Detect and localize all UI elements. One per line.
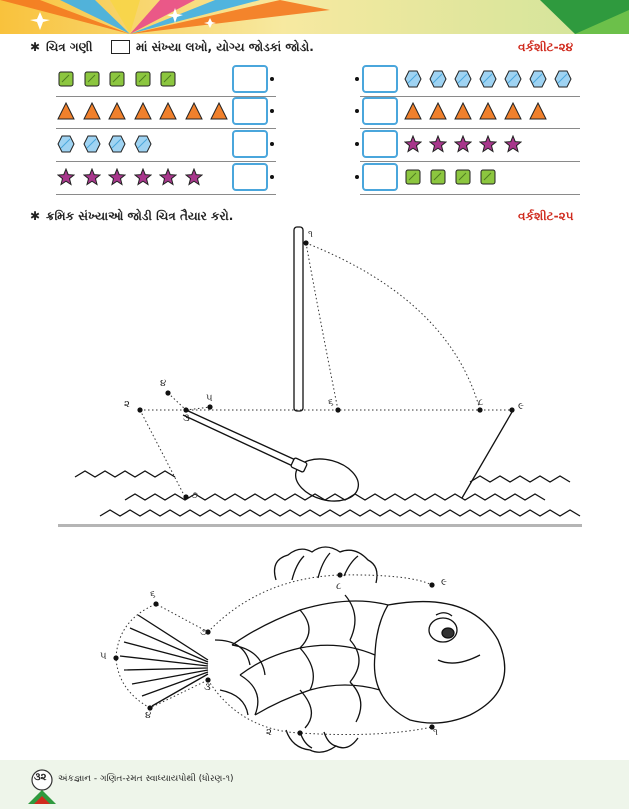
boat-mast — [294, 227, 303, 411]
fish-scales — [215, 595, 388, 728]
boat-dotted-sail — [306, 243, 480, 410]
fish-dorsal-fin — [275, 547, 378, 583]
footer-title: અંકજ્ઞાન - ગણિત-રમત સ્વાધ્યાયપોથી (ધોરણ-૧) — [58, 774, 234, 784]
boat-dot — [137, 407, 142, 412]
boat-label-7: ૭ — [191, 490, 198, 501]
fish-label-1: ૧ — [433, 727, 438, 738]
boat-oar — [183, 410, 363, 508]
boat-label-2: ૨ — [124, 399, 130, 410]
fish-label-9: ૯ — [441, 577, 447, 588]
fish-tail-lines — [120, 615, 208, 706]
fish-label-7: ૭ — [200, 627, 207, 638]
fish-dot — [297, 730, 302, 735]
fish-label-3: ૩ — [204, 682, 211, 693]
fish-bottom-fin — [286, 730, 358, 752]
instruction-part-b: માં સંખ્યા લખો, યોગ્ય જોડકાં જોડો. — [136, 40, 314, 54]
fish-eye — [442, 628, 454, 638]
boat-label-4: ૪ — [160, 378, 167, 389]
worksheet-25-label: વર્કશીટ-૨૫ — [518, 209, 574, 223]
fish-dot-to-dot — [0, 530, 629, 760]
boat-dot — [207, 404, 212, 409]
boat-dot — [477, 407, 482, 412]
worksheet-24-label: વર્કશીટ-૨૪ — [518, 40, 574, 54]
fish-label-4: ૪ — [145, 710, 152, 721]
fish-dot — [429, 582, 434, 587]
fish-label-2: ૨ — [266, 727, 272, 738]
boat-dot — [335, 407, 340, 412]
boat-dotted-top — [168, 393, 210, 410]
wave-line-3 — [100, 510, 580, 516]
instruction-text: ક્રમિક સંખ્યાઓ જોડી ચિત્ર તૈયાર કરો. — [46, 209, 234, 223]
boat-dot — [165, 390, 170, 395]
boat-dotted-hull-left — [140, 410, 185, 497]
wave-line-4 — [470, 476, 570, 482]
boat-label-9: ૯ — [518, 401, 524, 412]
bullet-icon: ✱ — [30, 209, 41, 223]
boat-label-1: ૧ — [308, 229, 313, 240]
boat-label-3: ૩ — [183, 413, 190, 424]
page-number: ૩૨ — [34, 772, 47, 783]
wave-line-1 — [75, 471, 175, 477]
boat-label-8: ૮ — [478, 397, 484, 408]
fish-dot — [153, 601, 158, 606]
boat-label-6: ૬ — [328, 397, 334, 408]
boat-dot — [303, 240, 308, 245]
boat-label-5: ૫ — [206, 393, 213, 404]
fish-label-6: ૬ — [150, 589, 156, 600]
boat-dot — [183, 407, 188, 412]
fish-label-5: ૫ — [100, 651, 107, 662]
boat-dot — [183, 494, 188, 499]
footer-strip — [0, 760, 629, 809]
fish-mouth — [438, 655, 480, 663]
boat-dot — [509, 407, 514, 412]
fish-dotted-outline — [116, 575, 432, 735]
boat-hull-right — [462, 412, 512, 498]
fish-dot — [113, 655, 118, 660]
fish-label-8: ૮ — [336, 581, 342, 592]
section-divider — [58, 524, 582, 527]
instruction-part-a: ચિત્ર ગણી — [46, 40, 93, 54]
fish-dot — [337, 572, 342, 577]
bullet-icon: ✱ — [30, 40, 41, 54]
